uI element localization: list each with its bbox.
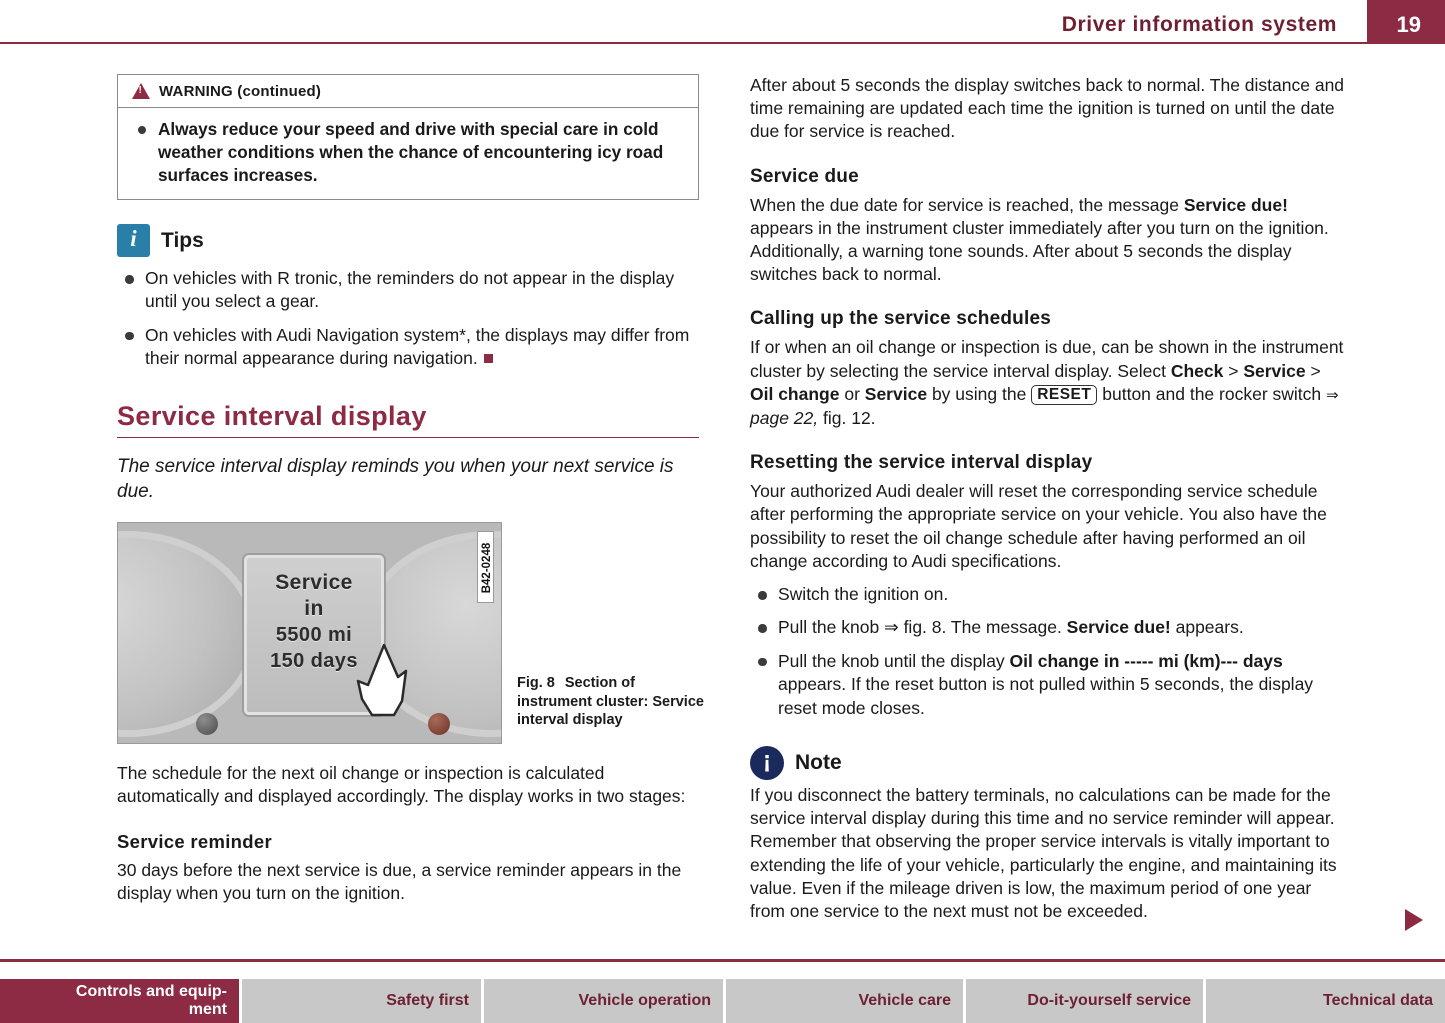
tips-item-2 — [117, 324, 707, 371]
menu-check: Check — [1170, 360, 1224, 381]
warning-triangle-icon — [132, 83, 150, 99]
note-exclamation-icon — [750, 746, 784, 780]
warning-body — [118, 108, 698, 199]
service-reminder-paragraph: 30 days before the next service is due, a service reminder appears in the display when you turn on the ignition. — [117, 859, 682, 903]
figure-8 — [117, 522, 703, 744]
by-using-text: by using the — [931, 383, 1027, 404]
tab-technical-data-label: Technical data — [1323, 992, 1433, 1009]
reset-step-3-after: appears. If the reset button is not pulled within 5 seconds, the display reset mode closes. — [778, 674, 1314, 718]
lcd-line-distance: 5500 mi — [275, 624, 353, 647]
calling-up-text-1: If or when an oil change or inspection is due, can be shown in the instrument cluster by selecting the service interval display. Select — [750, 337, 1344, 381]
reset-step-2-before: Pull the knob ⇒ fig. 8. The message. — [778, 617, 1067, 638]
instrument-cluster-image — [117, 522, 502, 744]
tab-controls-line1: Controls and equip- — [75, 983, 227, 1000]
figure-code-text: B42-0248 — [481, 542, 493, 594]
reset-step-1 — [750, 583, 1345, 606]
after-figure-paragraph: The schedule for the next oil change or inspection is calculated automatically and displayed accordingly. The display works in two stages: — [117, 763, 686, 807]
tab-do-it-yourself-service[interactable] — [966, 979, 1206, 1023]
tab-safety-first[interactable] — [242, 979, 484, 1023]
warning-item: Always reduce your speed and drive with special care in cold weather conditions when the chance of encountering icy road surfaces increases. — [132, 118, 684, 187]
left-dial-ticks — [117, 538, 251, 730]
page-title: Driver information system — [1061, 13, 1337, 36]
section-divider — [117, 437, 699, 439]
tips-title: Tips — [161, 228, 204, 252]
right-column — [750, 74, 1345, 923]
tips-header — [117, 224, 707, 257]
figure-reference: fig. 12. — [823, 408, 876, 429]
left-dial — [117, 531, 258, 737]
tab-vehicle-operation-label: Vehicle operation — [578, 992, 711, 1009]
left-knob-icon — [196, 713, 218, 735]
tab-controls-line2: ment — [188, 1001, 227, 1018]
tab-safety-first-label: Safety first — [386, 992, 469, 1009]
header-divider — [0, 42, 1445, 44]
reset-step-1-text: Switch the ignition on. — [778, 584, 949, 605]
resetting-paragraph: Your authorized Audi dealer will reset the corresponding service schedule after performing the appropriate service on your vehicle. You also have the possibility to reset the oil change schedule after having performed an oil change according to Audi specifications. — [750, 481, 1327, 571]
tab-vehicle-care[interactable] — [726, 979, 966, 1023]
figure-caption-text: Section of instrument cluster: Service interval display — [517, 675, 704, 729]
continue-arrow-icon — [1405, 909, 1423, 931]
menu-service-2: Service — [864, 383, 928, 404]
warning-header — [118, 75, 698, 108]
reset-step-3 — [750, 650, 1345, 720]
page-number: 19 — [1396, 12, 1421, 37]
tips-item-2-text: On vehicles with Audi Navigation system*, the displays may differ from their normal appearance during navigation. — [145, 324, 690, 369]
tab-controls-and-equipment[interactable] — [0, 979, 242, 1023]
page-header — [0, 0, 1445, 44]
calling-up-paragraph: If or when an oil change or inspection is due, can be shown in the instrument cluster by selecting the service interval display. Select Check > Service > Oil change or Service by using the RESET button and the rocker switch ⇒ page 22, fig. 12. — [750, 337, 1344, 429]
rocker-switch-text: and the rocker switch — [1155, 383, 1322, 404]
section-lead: The service interval display reminds you when your next service is due. — [117, 456, 674, 503]
left-column — [117, 74, 707, 905]
footer-tabs — [0, 979, 1445, 1023]
intro-paragraph: After about 5 seconds the display switches back to normal. The distance and time remaining are updated each time the ignition is turned on until the date due for service is reached. — [750, 75, 1345, 142]
cross-reference-arrow-icon: ⇒ — [1326, 385, 1339, 404]
lcd-line-in: in — [304, 597, 324, 621]
note-paragraph: If you disconnect the battery terminals, no calculations can be made for the service interval display during this time and no service reminder will appear. Remember that observing the proper service intervals is vitally important to extending the life of your vehicle, particularly the engine, and maintaining its value. Even if the mileage driven is low, the maximum period of one year from one service to the next must not be exceeded. — [750, 785, 1337, 922]
button-word: button — [1102, 383, 1151, 404]
tab-vehicle-operation[interactable] — [484, 979, 726, 1023]
service-reminder-heading: Service reminder — [117, 830, 272, 852]
note-header — [750, 746, 1345, 780]
section-title: Service interval display — [117, 400, 427, 431]
hand-pointer-icon — [354, 641, 412, 719]
reset-step-3-bold: Oil change in ----- mi (km)--- days — [1009, 650, 1283, 671]
figure-number: Fig. 8 — [517, 675, 555, 692]
figure-code-label — [477, 531, 494, 603]
end-of-section-marker — [484, 354, 493, 363]
page-footer — [0, 959, 1445, 1023]
warning-box — [117, 74, 699, 200]
lcd-line-service: Service — [275, 571, 353, 595]
page-number-badge — [1367, 0, 1445, 44]
tab-do-it-yourself-label: Do-it-yourself service — [1027, 992, 1191, 1009]
service-due-paragraph — [750, 194, 1345, 287]
resetting-heading: Resetting the service interval display — [750, 452, 1093, 474]
service-due-text-before: When the due date for service is reached, the message — [750, 194, 1184, 215]
page-reference[interactable]: page 22, — [750, 408, 819, 429]
reset-step-2-after: appears. — [1170, 617, 1244, 638]
menu-oil-change: Oil change — [750, 383, 840, 404]
service-due-bold: Service due! — [1183, 194, 1288, 215]
figure-caption — [517, 674, 707, 730]
tips-item-1: On vehicles with R tronic, the reminders do not appear in the display until you select a gear. — [117, 267, 707, 314]
service-due-text-after: appears in the instrument cluster immediately after you turn on the ignition. Additionally, a warning tone sounds. After about 5 seconds the display switches back to normal. — [750, 217, 1329, 285]
footer-divider — [0, 959, 1445, 962]
tab-vehicle-care-label: Vehicle care — [858, 992, 951, 1009]
service-due-heading: Service due — [750, 165, 859, 187]
menu-service-1: Service — [1243, 360, 1306, 381]
reset-button-key[interactable]: RESET — [1031, 385, 1097, 405]
calling-up-heading: Calling up the service schedules — [750, 308, 1052, 330]
info-icon: i — [117, 224, 150, 257]
reset-step-2 — [750, 616, 1345, 639]
warning-heading: WARNING (continued) — [159, 82, 322, 100]
note-title: Note — [795, 751, 842, 775]
tab-technical-data[interactable] — [1206, 979, 1445, 1023]
reset-step-3-before: Pull the knob until the display — [778, 650, 1010, 671]
reset-step-2-bold: Service due! — [1066, 617, 1171, 638]
menu-or: or — [844, 383, 860, 404]
lcd-line-days: 150 days — [270, 650, 358, 673]
right-knob-icon — [428, 713, 450, 735]
